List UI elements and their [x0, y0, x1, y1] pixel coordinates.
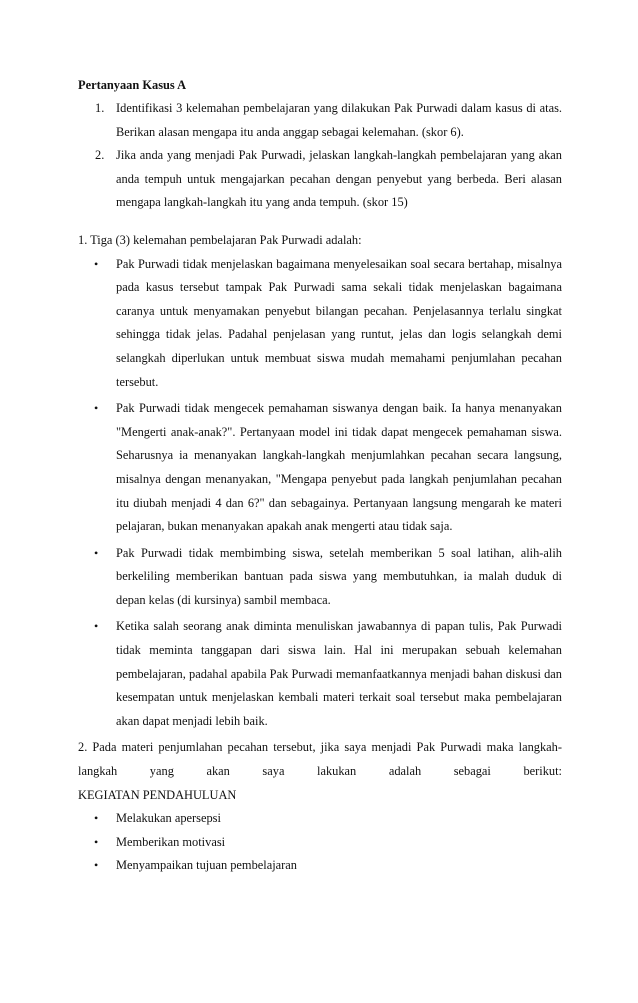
bullet-icon: • — [94, 401, 99, 416]
weakness-item — [78, 397, 562, 539]
question-item — [78, 97, 562, 144]
activity-item — [78, 831, 562, 855]
weakness-item — [78, 253, 562, 395]
activity-text: Memberikan motivasi — [116, 834, 226, 849]
weakness-item — [78, 542, 562, 613]
question-text: Jika anda yang menjadi Pak Purwadi, jelaskan langkah-langkah pembelajaran yang akan anda tempuh untuk mengajarkan pecahan dengan penyebut yang berbeda. Beri alasan mengapa langkah-langkah itu yang anda tempuh. (skor 15) — [116, 148, 562, 210]
document-page — [78, 76, 562, 878]
bullet-icon: • — [94, 545, 99, 560]
spacer — [78, 215, 562, 229]
weakness-text: Pak Purwadi tidak mengecek pemahaman siswanya dengan baik. Ia hanya menanyakan "Mengerti anak-anak?". Pertanyaan model ini tidak dapat mengecek pemahaman siswa. Seharusnya ia menanyakan langkah-langkah menjumlahkan pecahan secara langsung, misalnya dengan menanyakan, "Mengapa penyebut pada langkah penjumlahan pecahan itu diubah menjadi 4 dan 6?" dan sebagainya. Pertanyaan langsung mengarah ke materi pelajaran, bukan menanyakan apakah anak mengerti atau tidak saja. — [116, 401, 562, 534]
section-title: KEGIATAN PENDAHULUAN — [78, 787, 237, 802]
bullet-icon: • — [94, 256, 99, 271]
weakness-text: Ketika salah seorang anak diminta menuliskan jawabannya di papan tulis, Pak Purwadi tidak meminta tanggapan dari siswa lain. Hal ini merupakan sebuah kelemahan pembelajaran, padahal apabila Pak Purwadi memanfaatkannya menjadi bahan diskusi dan kesempatan untuk menjelaskan kembali materi terkait soal tersebut maka pembelajaran akan dapat menjadi lebih baik. — [116, 619, 562, 728]
answer-1-intro: 1. Tiga (3) kelemahan pembelajaran Pak Purwadi adalah: — [78, 232, 362, 247]
question-number: 1. — [95, 101, 105, 115]
answer-2-intro: 2. Pada materi penjumlahan pecahan tersebut, jika saya menjadi Pak Purwadi maka langkah-langkah yang akan saya lakukan adalah sebagai berikut: — [78, 740, 562, 779]
weakness-item — [78, 615, 562, 733]
question-number: 2. — [95, 148, 105, 163]
bullet-icon: • — [94, 834, 99, 849]
case-heading: Pertanyaan Kasus A — [78, 78, 187, 92]
bullet-icon: • — [94, 811, 99, 826]
activity-text: Melakukan apersepsi — [116, 811, 221, 826]
question-text: Identifikasi 3 kelemahan pembelajaran yang dilakukan Pak Purwadi dalam kasus di atas. Berikan alasan mengapa itu anda anggap sebagai kelemahan. (skor 6). — [116, 101, 562, 139]
question-list — [78, 97, 562, 215]
weakness-text: Pak Purwadi tidak menjelaskan bagaimana menyelesaikan soal secara bertahap, misalnya pada kasus tersebut tampak Pak Purwadi sama sekali tidak menjelaskan bagaimana caranya untuk menyamakan penyebut bilangan pecahan. Penjelasannya terlalu singkat sehingga tidak jelas. Padahal penjelasan yang runtut, jelas dan logis selangkah demi selangkah diperlukan untuk membuat siswa mudah memahami penjumlahan pecahan tersebut. — [116, 256, 562, 389]
activity-item — [78, 854, 562, 878]
activity-list — [78, 807, 562, 878]
bullet-icon: • — [94, 619, 99, 634]
question-item — [78, 144, 562, 215]
weakness-list — [78, 253, 562, 734]
activity-text: Menyampaikan tujuan pembelajaran — [116, 858, 297, 873]
bullet-icon: • — [94, 858, 99, 873]
weakness-text: Pak Purwadi tidak membimbing siswa, setelah memberikan 5 soal latihan, alih-alih berkeliling memberikan bantuan pada siswa yang membutuhkan, ia malah duduk di depan kelas (di kursinya) sambil membaca. — [116, 545, 562, 607]
activity-item — [78, 807, 562, 831]
